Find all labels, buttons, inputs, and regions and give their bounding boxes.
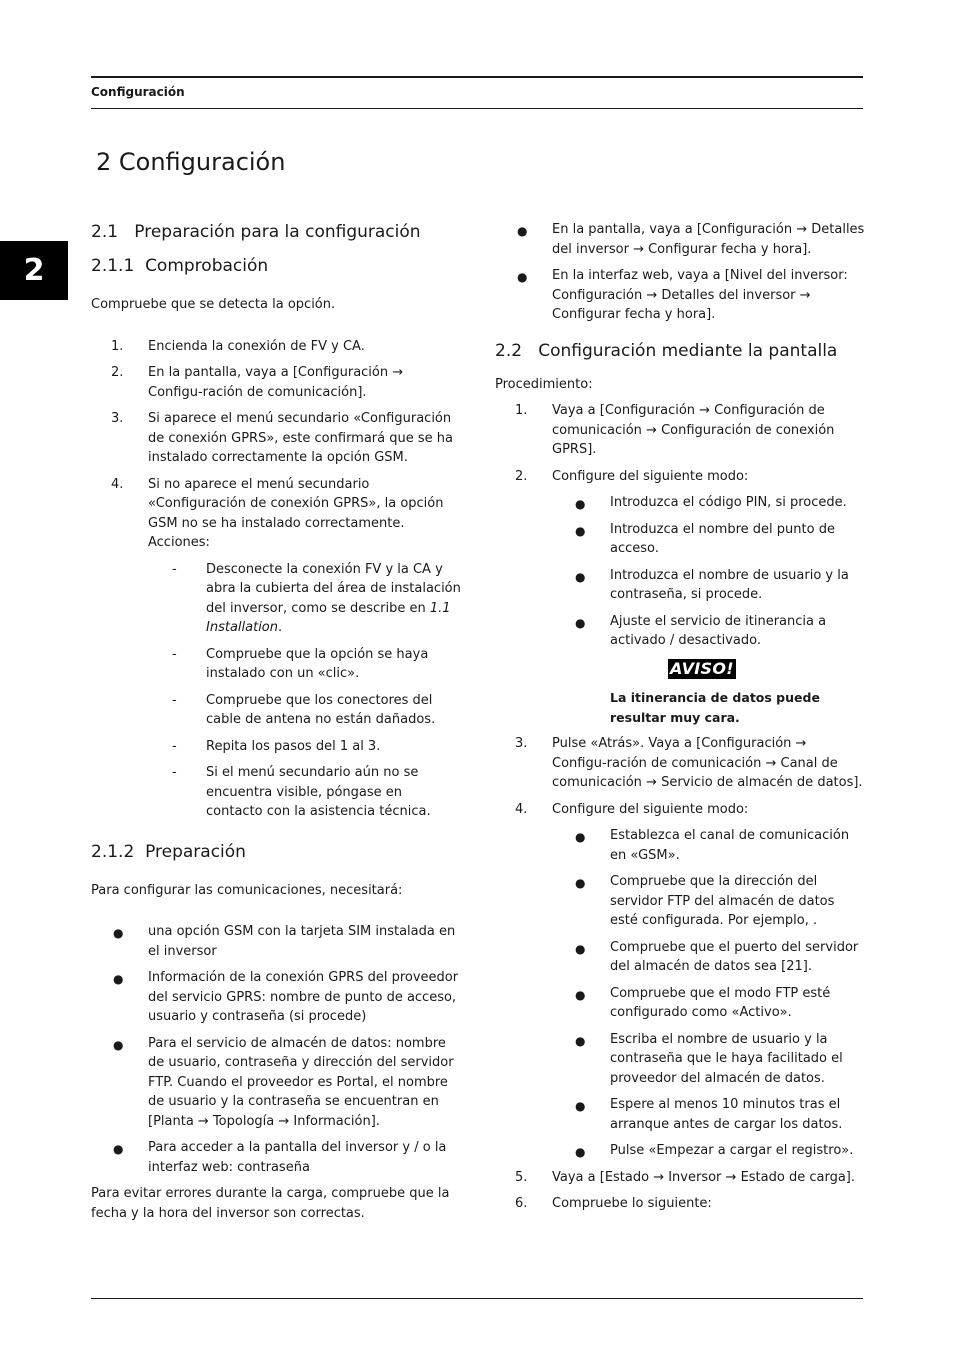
closing-text: Para evitar errores durante la carga, compruebe que la fecha y la hora del inversor son correctas. [91, 1186, 450, 1221]
running-header: Configuración [91, 85, 185, 99]
list-item: ● Pulse «Empezar a cargar el registro». [575, 1143, 854, 1159]
notice-text: La itinerancia de datos puede resultar muy cara. [610, 690, 820, 725]
action-item: - Repita los pasos del 1 al 3. [172, 738, 381, 754]
list-item: ● Para acceder a la pantalla del inversor y / o la interfaz web: contraseña [113, 1140, 447, 1175]
list-item: ● En la pantalla, vaya a [Configuración → Detalles del inversor → Configurar fecha y hora]. [517, 222, 865, 257]
prep-intro: Para configurar las comunicaciones, necesitará: [91, 882, 403, 898]
action-item: - Compruebe que la opción se haya instalado con un «clic». [172, 646, 429, 681]
list-item: ● Establezca el canal de comunicación en «GSM». [575, 828, 850, 863]
list-item: ● Introduzca el nombre de usuario y la contraseña, si procede. [575, 567, 849, 602]
section-heading-2-1-2: 2.1.2 Preparación [91, 841, 246, 862]
right-column [495, 220, 865, 1221]
notice-box [495, 659, 865, 681]
list-item: ● Para el servicio de almacén de datos: nombre de usuario, contraseña y dirección del servidor FTP. Cuando el proveedor es Portal, el nombre de usuario y la contraseña se encuentran en [Planta → Topología → Información]. [113, 1035, 454, 1129]
list-item: ● Compruebe que la dirección del servidor FTP del almacén de datos esté configurada. Por ejemplo, . [575, 874, 835, 928]
list-item: ● En la interfaz web, vaya a [Nivel del inversor: Configuración → Detalles del inversor → Configurar fecha y hora]. [517, 268, 848, 322]
section-heading-2-2: 2.2 Configuración mediante la pantalla [495, 340, 838, 361]
footer-rule [91, 1298, 863, 1299]
list-item: ● Escriba el nombre de usuario y la contraseña que le haya facilitado el proveedor del almacén de datos. [575, 1031, 843, 1086]
chapter-title: 2 Configuración [96, 148, 286, 176]
notice-label: AVISO! [670, 658, 734, 678]
list-item: 3. Si aparece el menú secundario «Configuración de conexión GPRS», este confirmará que se ha instalado correctamente la opción GSM. [111, 411, 453, 465]
header-top-rule [91, 76, 863, 78]
left-column [91, 220, 461, 1235]
list-item: ● Ajuste el servicio de itinerancia a activado / desactivado. [575, 613, 827, 648]
list-item: ● Información de la conexión GPRS del proveedor del servicio GPRS: nombre de punto de acceso, usuario y contraseña (si procede) [113, 970, 459, 1024]
list-item: ● Introduzca el código PIN, si procede. [575, 495, 847, 511]
action-item: - Compruebe que los conectores del cable de antena no están dañados. [172, 692, 436, 727]
chapter-tab: 2 [0, 241, 68, 300]
intro-text: Compruebe que se detecta la opción. [91, 297, 336, 312]
list-item: 3. Pulse «Atrás». Vaya a [Configuración → Configu-ración de comunicación → Canal de comunicación → Servicio de almacén de datos]. [515, 736, 863, 790]
list-item: 6. Compruebe lo siguiente: [515, 1196, 712, 1211]
list-item: ● una opción GSM con la tarjeta SIM instalada en el inversor [113, 924, 456, 959]
list-item: 1. Vaya a [Configuración → Configuración de comunicación → Configuración de conexión GPRS]. [515, 403, 835, 457]
action-item: - Desconecte la conexión FV y la CA y abra la cubierta del área de instalación del inversor, como se describe en 1.1 Installation. [172, 561, 461, 635]
list-item: 2. Configure del siguiente modo: [515, 468, 749, 484]
list-item: 1. Encienda la conexión de FV y CA. [111, 338, 365, 354]
section-heading-2-1-1: 2.1.1 Comprobación [91, 256, 269, 276]
list-item: ● Compruebe que el puerto del servidor del almacén de datos sea [21]. [575, 939, 859, 974]
section-heading-2-1: 2.1 Preparación para la configuración [91, 222, 421, 242]
list-item: ● Compruebe que el modo FTP esté configurado como «Activo». [575, 985, 831, 1020]
list-item: 5. Vaya a [Estado → Inversor → Estado de carga]. [515, 1169, 855, 1185]
cross-reference: 1.1 Installation [206, 600, 451, 635]
list-item: 4. Configure del siguiente modo: [515, 801, 749, 817]
action-item: - Si el menú secundario aún no se encuentra visible, póngase en contacto con la asistencia técnica. [172, 765, 431, 819]
header-bottom-rule [91, 108, 863, 109]
procedure-label: Procedimiento: [495, 376, 593, 392]
list-item: ● Espere al menos 10 minutos tras el arranque antes de cargar los datos. [575, 1097, 843, 1132]
list-item: ● Introduzca el nombre del punto de acceso. [575, 521, 835, 556]
list-item: 2. En la pantalla, vaya a [Configuración → Configu-ración de comunicación]. [111, 365, 404, 400]
list-item: 4. Si no aparece el menú secundario «Configuración de conexión GPRS», la opción GSM no se ha instalado correctamente. Acciones: [111, 476, 444, 550]
